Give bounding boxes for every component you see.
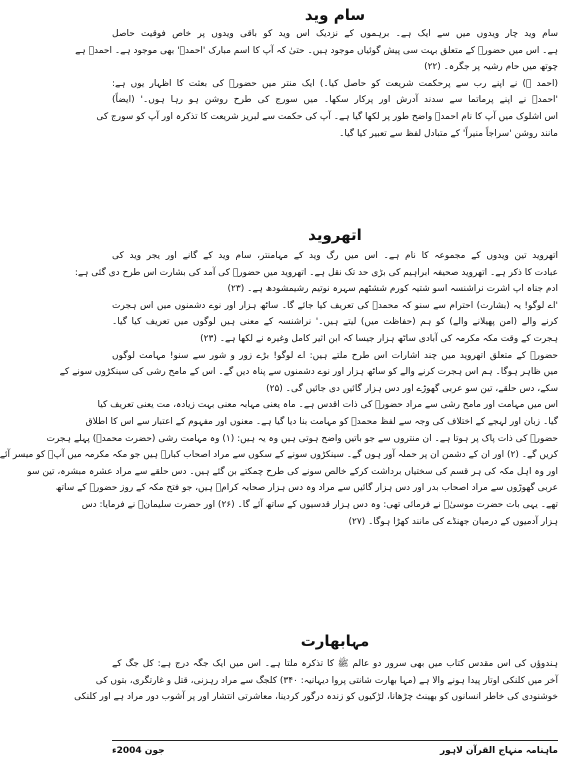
text-line: (احمد ﷺ) نے اپنے رب سے پرحکمت شریعت کو حاصل کیا۔) ایک منتر میں حضورؐ کی بعثت کا اظہار یوں ہے: [112,78,558,89]
section-title: سام وید [304,6,366,24]
text-line: ہجرت کے وقت مکہ مکرمہ کی آبادی ساٹھ ہزار جیسا کہ ابن اثیر کامل وغیرہ نے لکھا ہے۔ (۲۳) [200,333,558,344]
text-line: سکے، دس حلقے، تین سو عربی گھوڑے اور دس ہزار گائیں دی جائیں گی۔ (۲۵) [266,383,558,394]
text-line: حضورؐ کی ذات پاک پر ہوتا ہے۔ ان منتروں سے جو باتیں واضح ہوتی ہیں وہ یہ ہیں: (۱) وہ مہامت رشی (حضرت محمدؐ) پہلے ہجرت [46,433,558,444]
page-footer [112,740,558,759]
section-mahabharat [112,632,558,650]
text-line: عبادت کا ذکر ہے۔ اتھروید صحیفہ ابراہیم کی بڑی حد تک نقل ہے۔ اتھروید میں حضورؐ کی آمد کی بشارت اس طرح دی گئی ہے: [74,267,558,278]
text-line: مانند روشن 'سراجاً منیراً' کے متبادل لفظ سے تعبیر کیا گیا۔ [339,128,558,139]
text-line: 'اے لوگو! یہ (بشارت) احترام سے سنو کہ محمدؐ کی تعریف کیا جائے گا۔ ساٹھ ہزار اور نوے دشمنوں میں اس ہجرت [112,300,558,311]
text-line: حضورؐ کے متعلق اتھروید میں چند اشارات اس طرح ملتے ہیں: اے لوگو! بڑے زور و شور سے سنو! مہامت لوگوں [112,350,558,361]
text-line: اس میں مہامت اور مامح رشی سے مراد حضورؐ کی ذات اقدس ہے۔ ماہ یعنی مہابہ معنی بہت زیادہ، مت یعنی تعریف کیا [97,400,558,411]
section-mahabharat-body [74,656,558,706]
text-line: ہندوؤں کی اس مقدس کتاب میں بھی سرور دو عالم ﷺ کا تذکرہ ملتا ہے۔ اس میں ایک جگہ درج ہے: کل جگ کے [112,659,558,669]
text-line: اتھروید تین ویدوں کے مجموعہ کا نام ہے۔ اس میں رگ وید کے مہامنتر، سام وید کے گانے اور یجر وید کی [112,251,558,261]
text-line: کریں گے۔ (۲) اور ان کے دشمن ان پر حملہ آور ہوں گے۔ سینکڑوں سونے کے سکوں سے مراد اصحاب کبارؓ ہیں جو مکہ مکرمہ میں آپؐ کو میسر آئے [0,450,558,461]
text-line: اور وہ اہل مکہ کی ہر قسم کی سختیاں برداشت کرکے خالص سونے کی طرح چمکتے بن گئے ہیں۔ دس حلقے سے مراد عشرہ مبشرہ، تین سو [27,466,558,477]
text-line: ہے۔ اس میں حضورؐ کے متعلق بہت سی پیش گوئیاں موجود ہیں۔ حتیٰ کہ آپ کا اسم مبارک 'احمدؐ' بھی موجود ہے۔ احمدؐ ہے [75,45,558,56]
text-line: ادم جناہ اپ اشرت نراشنسہ اسو شتیہ کورم ششٹھم سہرہ نوتیم رشیمشودھ ہے۔ (۲۳) [227,284,558,295]
text-line: 'احمدؐ نے اپنے پرماتما سے سدند آدرش اور پرکار سکھا۔ میں سورج کی طرح روشن ہو رہا ہوں۔' (ایضاً) [112,95,558,106]
text-line: میں ظاہر ہوگا۔ ہم اس ہجرت کرنے والے کو ساٹھ ہزار اور نوے دشمنوں سے پناہ دیں گے۔ اس کے مامح رشی کی سینکڑوں سونے کے [59,367,558,378]
text-line: اس اشلوک میں آپ کا نام احمدؐ واضح طور پر لکھا گیا ہے۔ آپ کی حکمت سے لبریز شریعت کا تذکرہ اور آپ کو سورج کی [96,111,558,122]
section-atharved-body [0,248,558,530]
footer-date: جون 2004ء [112,746,165,756]
section-title: اتھروید [308,226,362,244]
section-title: مہابھارت [300,632,370,650]
section-atharved [112,226,558,244]
section-samved [112,6,558,24]
section-samved-body [75,26,558,142]
text-line: خوشنودی کی خاطر انسانوں کو بھینٹ چڑھانا، لڑکیوں کو زندہ درگور کردینا، معاشرتی انتشار اور پر آشوب دور مراد ہے اور کلنکی [74,692,558,703]
text-line: کرنے والے (امن پھیلانے والے) کو ہم (حفاظت میں) لیتے ہیں۔' نراشنسہ کے معنی ہیں لوگوں میں تعریف کیا گیا۔ [112,317,558,328]
text-line: عربی گھوڑوں سے مراد اصحاب بدر اور دس ہزار گائیں سے مراد وہ دس ہزار صحابہ کرامؓ ہیں، جو فتح مکہ کے روز حضورؐ کے ساتھ [55,483,558,494]
text-line: ہزار آدمیوں کے درمیان جھنڈے کی مانند کھڑا ہوگا۔ (۲۷) [348,516,558,527]
text-line: تھے۔ یہی بات حضرت موسیٰؑ نے فرمائی تھی: وہ دس ہزار قدسیوں کے ساتھ آئے گا۔ (۲۶) اور حضرت سلیمانؑ نے فرمایا: دس [81,499,558,510]
text-line: گیا۔ زبان اور لہجے کے اختلاف کی وجہ سے لفظ محمدؐ کو مہامت بنا دیا گیا ہے۔ معنوں اور مفہوم کے اعتبار سے اس کا اطلاق [85,416,558,427]
text-line: آخر میں کلنکی اوتار پیدا ہونے والا ہے (مہا بھارت شانتی پروا دیہانیہ: ۳۴۰) کلجگ سے مراد رہزنی، قتل و غارتگری، بتوں کی [95,675,558,686]
text-line: چوتھ میں حام رشیہ پر جگرہ۔ (۲۲) [424,62,558,73]
footer-magazine-name: ماہنامہ منہاج القرآن لاہور [439,746,558,756]
text-line: سام وید چار ویدوں میں سے ایک ہے۔ برہموں کے نزدیک اس وید کو باقی ویدوں پر خاص فوقیت حاصل [112,29,558,39]
